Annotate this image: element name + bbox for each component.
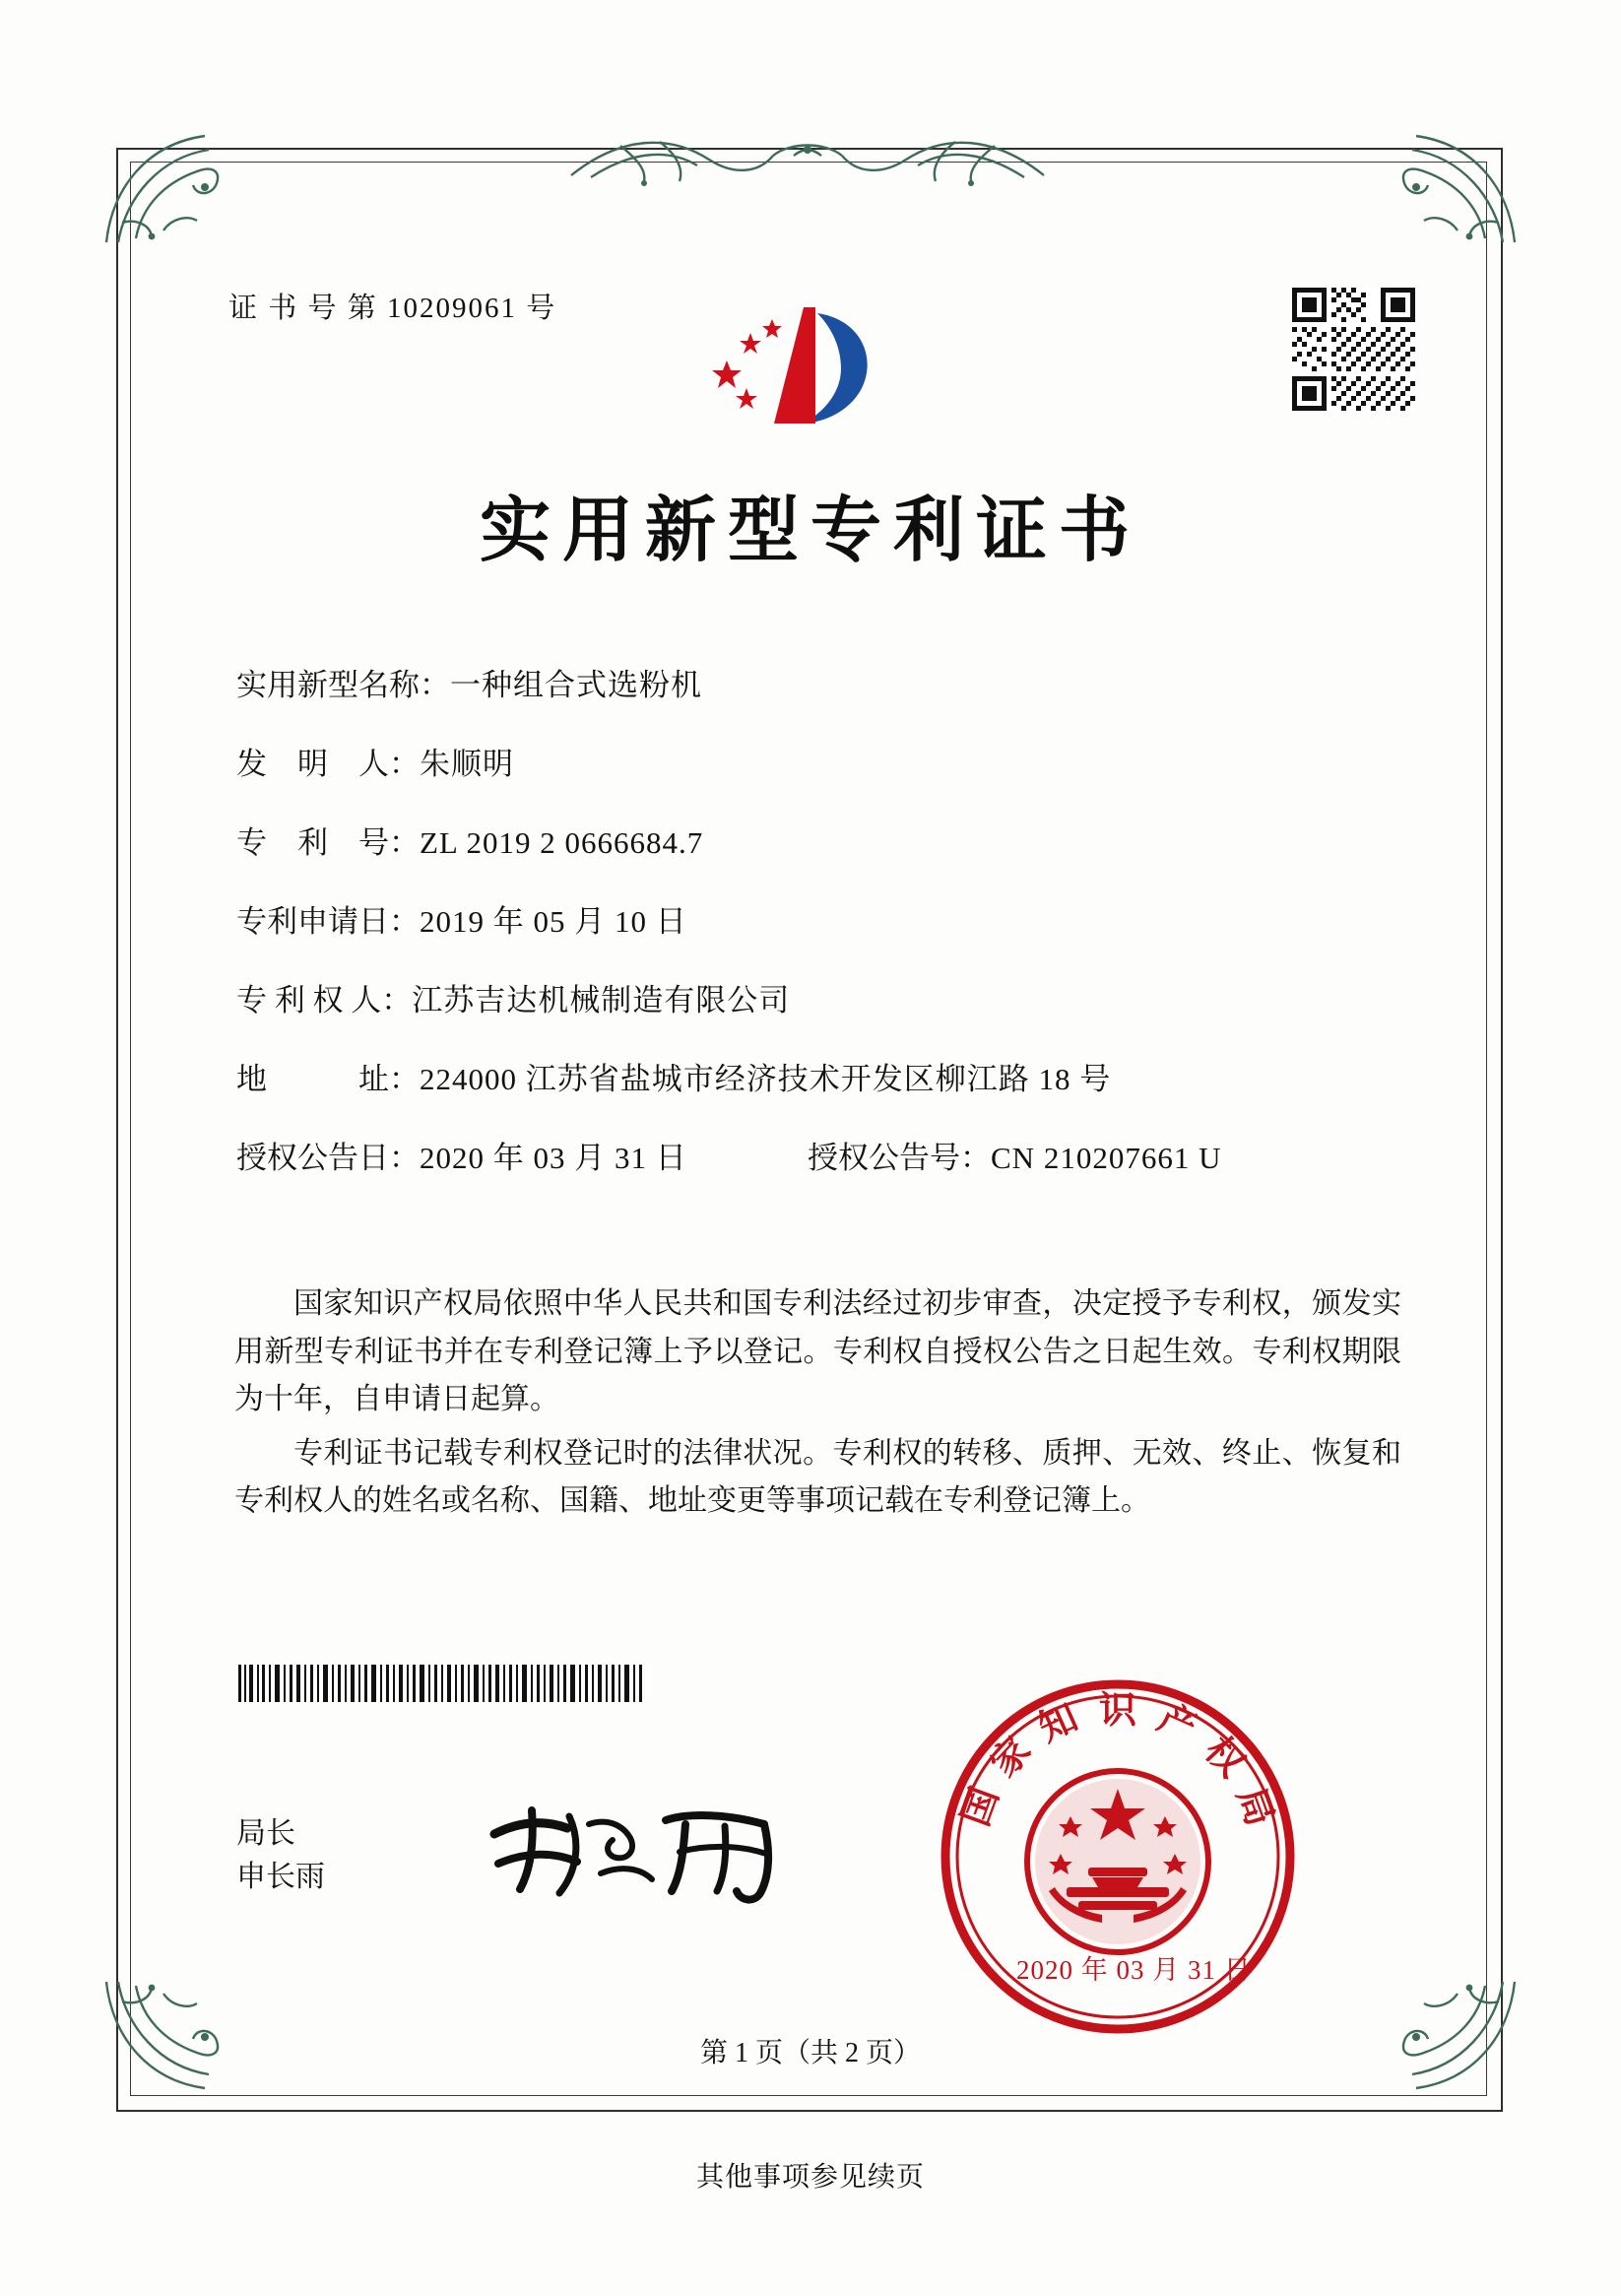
grant-date-value: 2020 年 03 月 31 日 [420,1141,687,1175]
field-inventor [236,749,1398,779]
seal-date: 2020 年 03 月 31 日 [1016,1955,1252,1985]
field-value: 224000 江苏省盐城市经济技术开发区柳江路 18 号 [420,1062,1112,1096]
field-grant-row [236,1143,1398,1173]
grant-number-value: CN 210207661 U [991,1141,1222,1175]
field-value: ZL 2019 2 0666684.7 [420,825,704,860]
field-value: 2019 年 05 月 10 日 [420,904,687,939]
svg-text:产: 产 [1151,1694,1204,1750]
corner-ornament-icon [102,128,250,246]
barcode [236,1665,650,1702]
field-value: 朱顺明 [420,747,514,781]
director-role-label: 局长 [236,1817,295,1850]
signature-block [236,1812,325,1898]
field-label: 发 明 人： [236,747,420,781]
qr-code [1292,288,1415,411]
field-value: 江苏吉达机械制造有限公司 [412,983,791,1017]
svg-text:权: 权 [1196,1727,1255,1786]
svg-text:国: 国 [951,1781,1007,1832]
field-label: 地 址： [236,1062,420,1096]
cnipa-logo-icon [701,295,898,443]
handwritten-signature-icon [483,1791,827,1909]
field-label: 专 利 号： [236,825,420,860]
director-name: 申长雨 [236,1860,325,1893]
field-value: 一种组合式选粉机 [450,668,702,702]
paragraph-2: 专利证书记载专利权登记时的法律状况。专利权的转移、质押、无效、终止、恢复和专利权人的姓名或名称、国籍、地址变更等事项记载在专利登记簿上。 [234,1436,1401,1518]
svg-text:局: 局 [1228,1781,1284,1832]
grant-date-label: 授权公告日： [236,1141,420,1175]
field-utility-model-name [236,670,1398,700]
field-patentee [236,985,1398,1016]
field-label: 实用新型名称： [236,668,450,702]
top-ornament-icon [561,126,1054,187]
field-address [236,1064,1398,1094]
svg-text:知: 知 [1031,1694,1084,1750]
page-title: 实用新型专利证书 [479,488,1141,571]
corner-ornament-icon [1371,128,1519,246]
grant-number-label: 授权公告号： [808,1141,991,1175]
page-indicator: 第 1 页（共 2 页） [699,2038,921,2068]
svg-text:识: 识 [1098,1687,1137,1732]
field-patent-number [236,827,1398,858]
field-label: 专 利 权 人： [236,983,413,1017]
footer-note: 其他事项参见续页 [695,2162,925,2193]
svg-text:家: 家 [981,1727,1040,1786]
grant-number-group [808,1143,1221,1173]
field-label: 专利申请日： [236,904,420,939]
certificate-number: 证 书 号 第 10209061 号 [228,293,557,324]
field-list [236,670,1398,1221]
field-application-date [236,906,1398,937]
paragraph-1: 国家知识产权局依照中华人民共和国专利法经过初步审查，决定授予专利权，颁发实用新型专利证书并在专利登记簿上予以登记。专利权自授权公告之日起生效。专利权期限为十年，自申请日起算。 [234,1287,1401,1416]
legal-text [234,1280,1401,1532]
